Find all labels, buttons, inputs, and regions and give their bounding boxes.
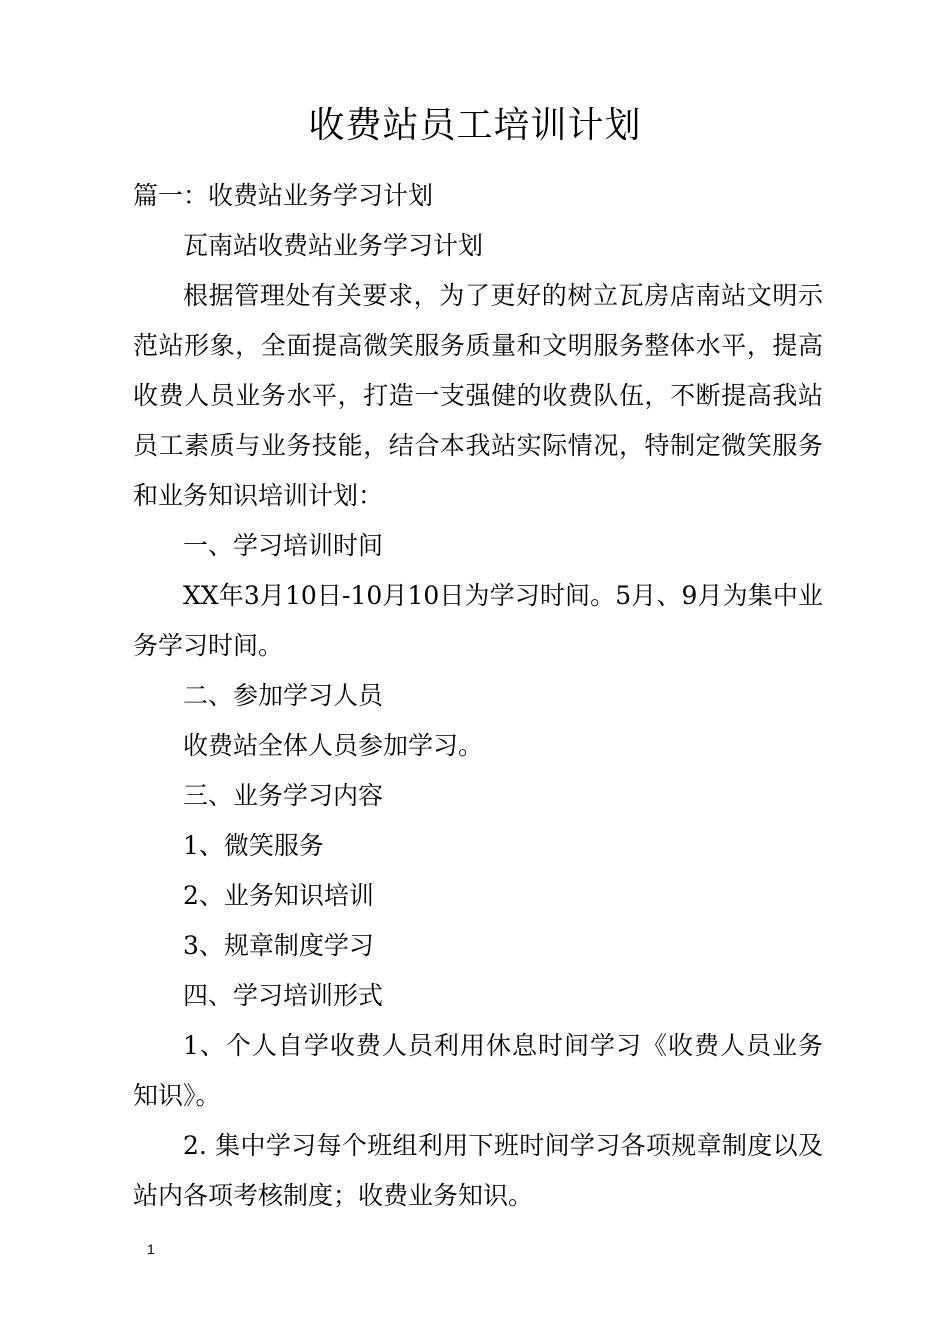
- paragraph-section-heading: 篇一：收费站业务学习计划: [133, 181, 434, 210]
- page-number: 1: [147, 1241, 155, 1257]
- list-item-business-knowledge: 2、业务知识培训: [183, 881, 374, 910]
- paragraph-self-study: 1、个人自学收费人员利用休息时间学习《收费人员业务知识》。: [133, 1031, 823, 1110]
- document-title: 收费站员工培训计划: [308, 105, 642, 146]
- heading-training-time: 一、学习培训时间: [183, 531, 384, 560]
- paragraph-group-study: 2. 集中学习每个班组利用下班时间学习各项规章制度以及站内各项考核制度；收费业务知识。: [133, 1131, 823, 1210]
- document-body: [133, 171, 823, 1221]
- paragraph-training-time: XX年3月10日-10月10日为学习时间。5月、9月为集中业务学习时间。: [133, 581, 823, 660]
- paragraph-participants: 收费站全体人员参加学习。: [183, 731, 484, 760]
- paragraph-subtitle: 瓦南站收费站业务学习计划: [183, 231, 484, 260]
- paragraph-intro: 根据管理处有关要求，为了更好的树立瓦房店南站文明示范站形象，全面提高微笑服务质量和文明服务整体水平，提高收费人员业务水平，打造一支强健的收费队伍，不断提高我站员工素质与业务技能，结合本我站实际情况，特制定微笑服务和业务知识培训计划：: [133, 281, 823, 510]
- heading-training-format: 四、学习培训形式: [183, 981, 384, 1010]
- list-item-smile-service: 1、微笑服务: [183, 831, 324, 860]
- heading-study-content: 三、业务学习内容: [183, 781, 384, 810]
- heading-participants: 二、参加学习人员: [183, 681, 384, 710]
- list-item-rules-study: 3、规章制度学习: [183, 931, 374, 960]
